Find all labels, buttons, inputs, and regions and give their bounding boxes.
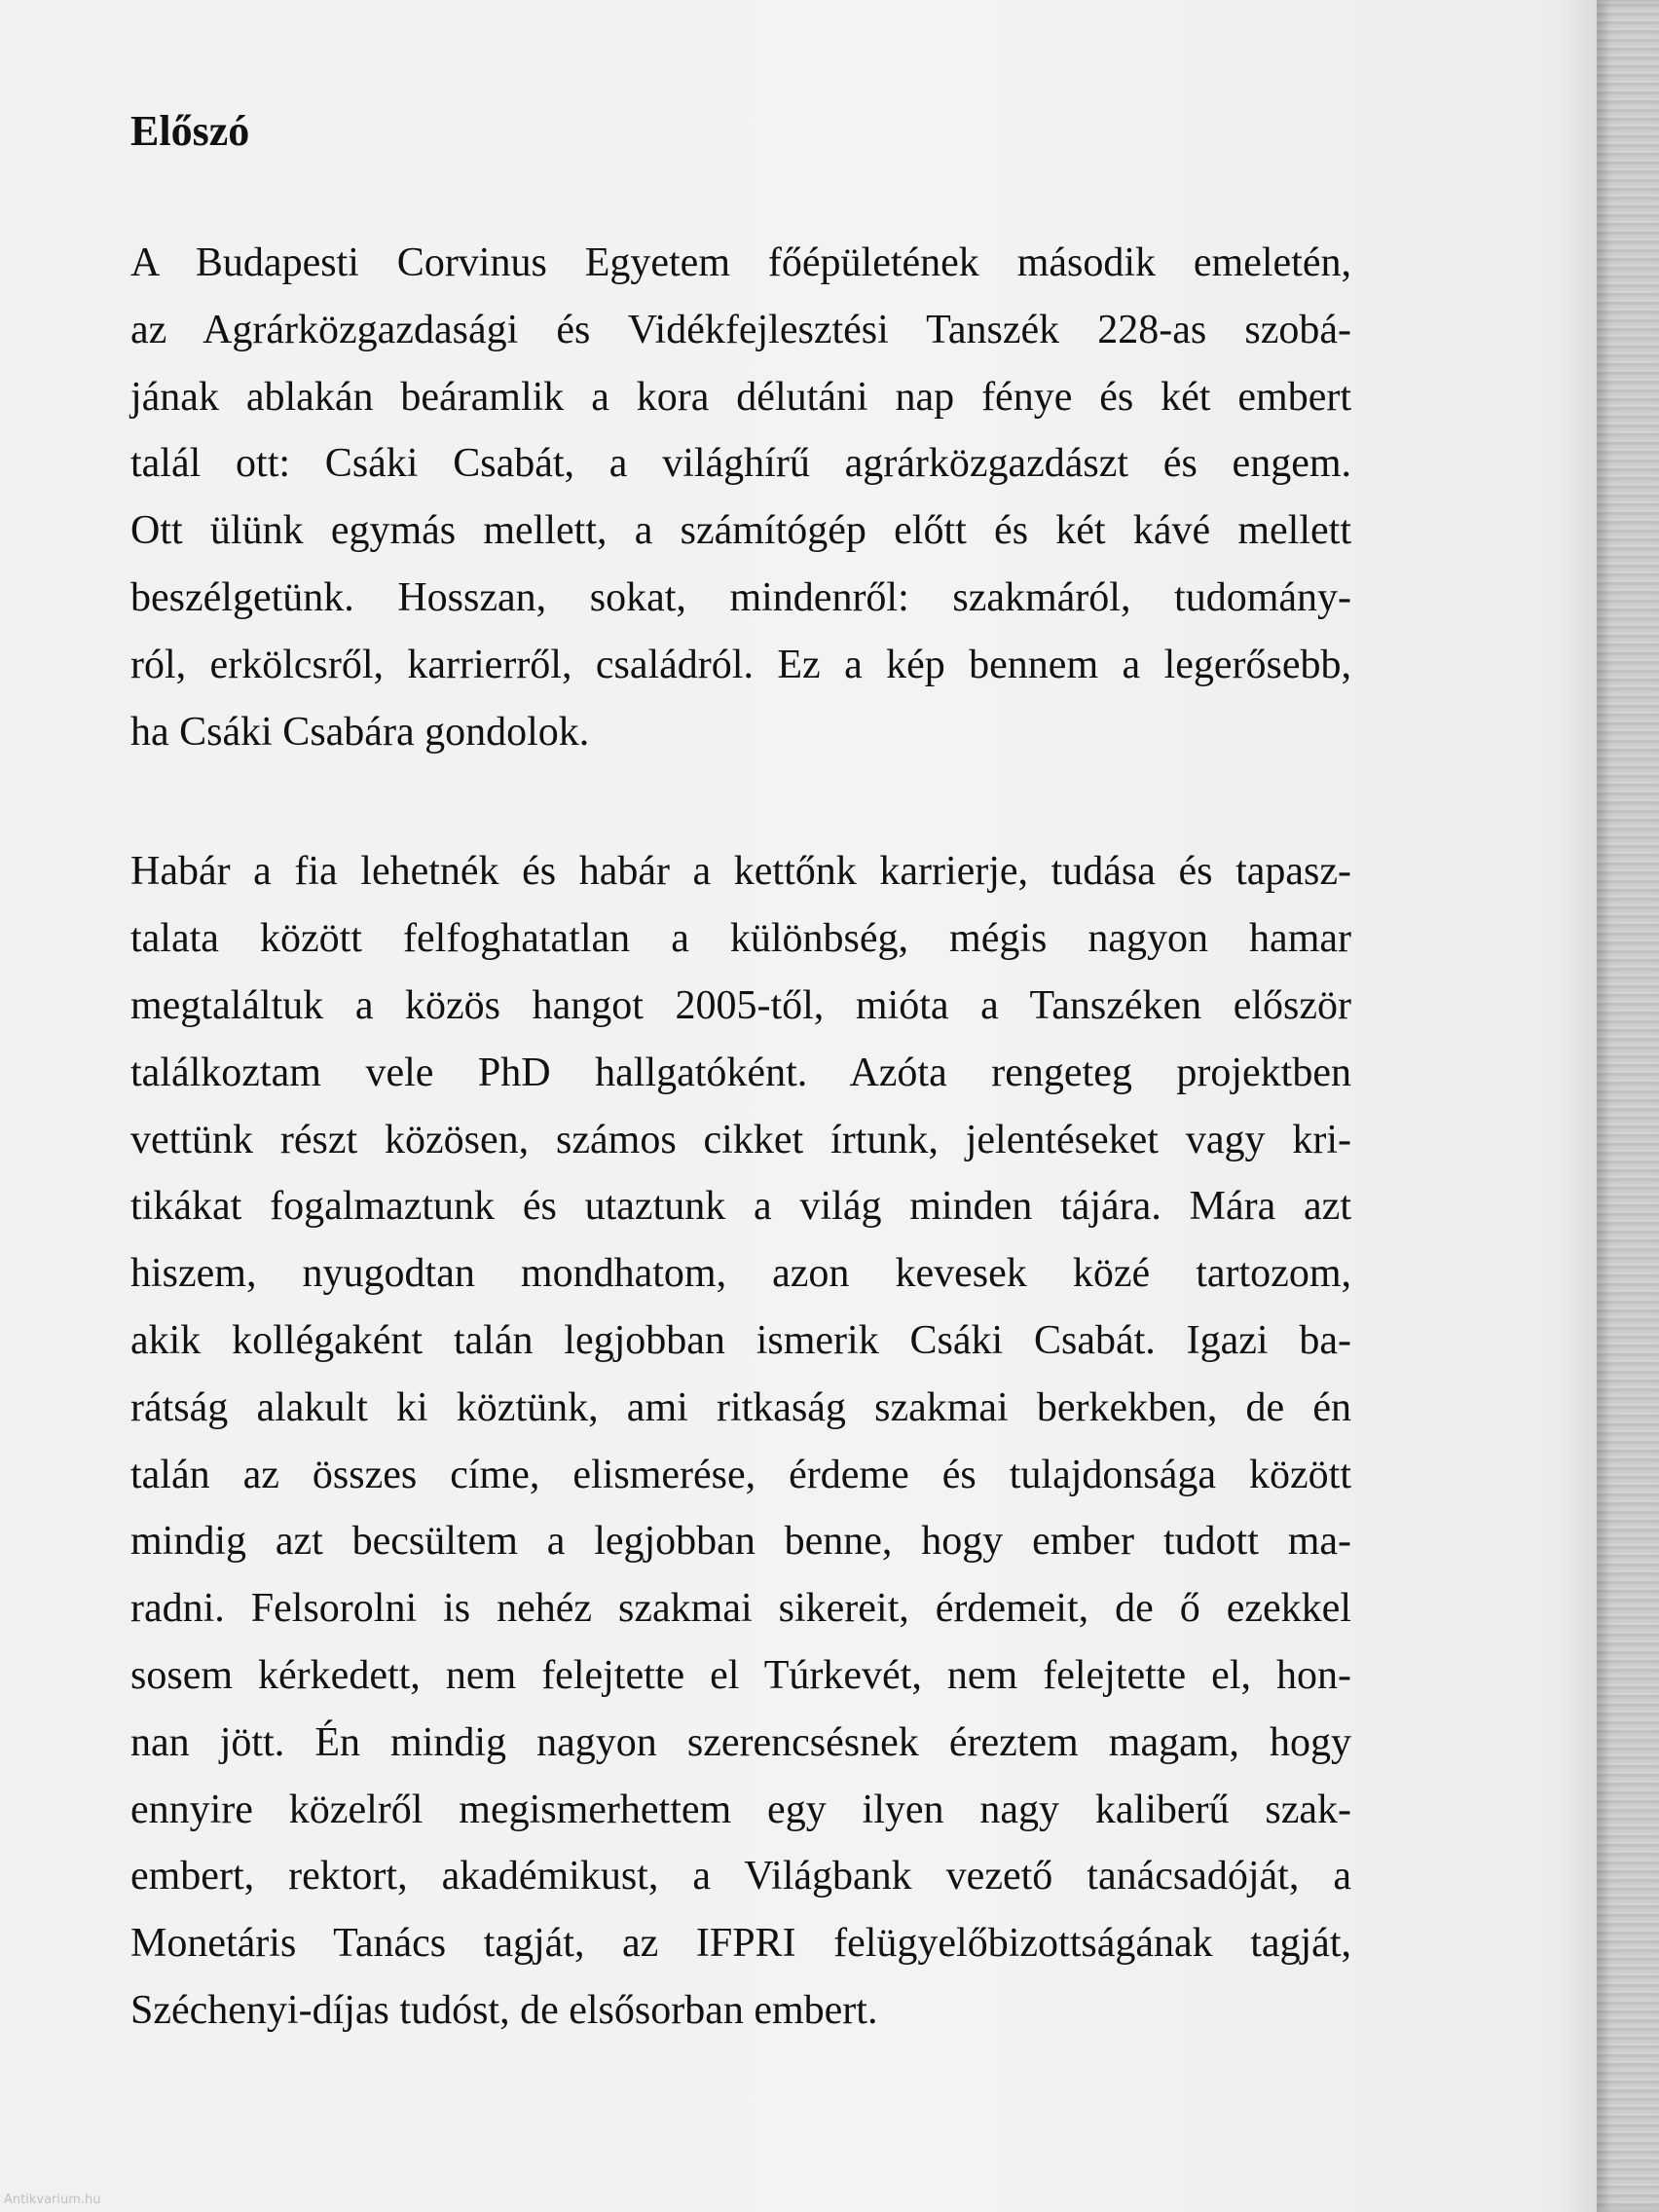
text-line: talál ott: Csáki Csabát, a világhírű agrárközgazdászt és engem.	[130, 441, 1351, 487]
page-content	[130, 102, 1351, 2045]
text-line: ha Csáki Csabára gondolok.	[130, 709, 590, 755]
text-line: ról, erkölcsről, karrierről, családról. Ez a kép bennem a legerősebb,	[130, 642, 1351, 687]
text-line: Monetáris Tanács tagját, az IFPRI felügyelőbizottságának tagját,	[130, 1921, 1351, 1967]
text-line: vettünk részt közösen, számos cikket írtunk, jelentéseket vagy kri-	[130, 1117, 1351, 1162]
text-line: megtaláltuk a közös hangot 2005-től, mióta a Tanszéken először	[130, 982, 1351, 1028]
text-line: embert, rektort, akadémikust, a Világbank vezető tanácsadóját, a	[130, 1854, 1351, 1899]
text-line: A Budapesti Corvinus Egyetem főépületének második emeletén,	[130, 240, 1351, 285]
text-line: jának ablakán beáramlik a kora délutáni nap fénye és két embert	[130, 374, 1351, 420]
text-line: sosem kérkedett, nem felejtette el Túrkevét, nem felejtette el, hon-	[130, 1652, 1351, 1698]
text-line: Habár a fia lehetnék és habár a kettőnk karrierje, tudása és tapasz-	[130, 849, 1351, 895]
paragraph-gap	[130, 765, 1351, 838]
text-line: Széchenyi-díjas tudóst, de elsősorban embert.	[130, 1987, 878, 2033]
text-line: akik kollégaként talán legjobban ismerik Csáki Csabát. Igazi ba-	[130, 1317, 1351, 1363]
text-line: Ott ülünk egymás mellett, a számítógép előtt és két kávé mellett	[130, 508, 1351, 554]
text-line: mindig azt becsültem a legjobban benne, hogy ember tudott ma-	[130, 1519, 1351, 1565]
text-line: tikákat fogalmaztunk és utaztunk a világ minden tájára. Mára azt	[130, 1184, 1351, 1230]
gutter-shadow	[1558, 0, 1597, 2212]
page-heading: Előszó	[130, 107, 250, 155]
book-spine-edge	[1597, 0, 1659, 2212]
text-line: beszélgetünk. Hosszan, sokat, mindenről: szakmáról, tudomány-	[130, 574, 1351, 620]
text-line: az Agrárközgazdasági és Vidékfejlesztési Tanszék 228-as szobá-	[130, 307, 1351, 352]
text-line: talán az összes címe, elismerése, érdeme és tulajdonsága között	[130, 1452, 1351, 1497]
text-line: találkoztam vele PhD hallgatóként. Azóta rengeteg projektben	[130, 1050, 1351, 1095]
text-line: talata között felfoghatatlan a különbség, mégis nagyon hamar	[130, 916, 1351, 962]
text-line: nan jött. Én mindig nagyon szerencsésnek éreztem magam, hogy	[130, 1719, 1351, 1765]
paragraph-2	[130, 838, 1351, 2044]
text-line: ennyire közelről megismerhettem egy ilyen nagy kaliberű szak-	[130, 1787, 1351, 1832]
text-line: radni. Felsorolni is nehéz szakmai sikereit, érdemeit, de ő ezekkel	[130, 1586, 1351, 1632]
text-line: hiszem, nyugodtan mondhatom, azon kevesek közé tartozom,	[130, 1251, 1351, 1297]
paragraph-1	[130, 230, 1351, 765]
text-line: rátság alakult ki köztünk, ami ritkaság szakmai berkekben, de én	[130, 1384, 1351, 1430]
watermark: Antikvarium.hu	[4, 2193, 101, 2207]
